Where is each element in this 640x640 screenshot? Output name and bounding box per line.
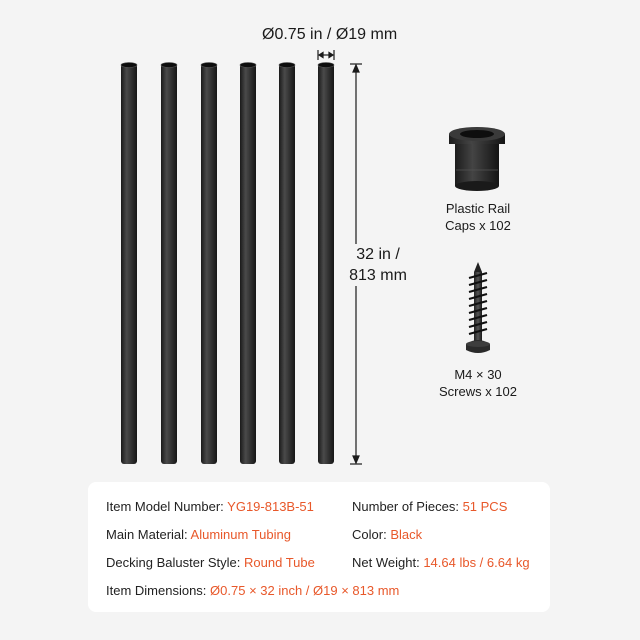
caps-label — [420, 200, 536, 234]
screws-label — [420, 366, 536, 400]
baluster-tubes — [121, 63, 334, 465]
spec-style-value: Round Tube — [244, 555, 315, 570]
baluster-tube — [318, 63, 334, 465]
spec-material-value: Aluminum Tubing — [190, 527, 291, 542]
baluster-tube — [201, 63, 217, 465]
screws-label-line2: Screws x 102 — [438, 384, 518, 399]
spec-style — [106, 555, 315, 570]
spec-model — [106, 499, 314, 514]
length-label-line1: 32 in / — [356, 246, 400, 263]
spec-weight — [352, 555, 530, 570]
spec-model-label: Item Model Number: — [106, 499, 224, 514]
spec-color-value: Black — [390, 527, 423, 542]
spec-color-label: Color: — [352, 527, 387, 542]
spec-pieces — [352, 499, 507, 514]
spec-dimensions-value: Ø0.75 × 32 inch / Ø19 × 813 mm — [210, 583, 400, 598]
baluster-tube — [121, 63, 137, 465]
spec-dimensions — [106, 583, 399, 598]
spec-weight-label: Net Weight: — [352, 555, 420, 570]
screw-icon — [466, 262, 490, 353]
spec-dimensions-label: Item Dimensions: — [106, 583, 207, 598]
spec-pieces-value: 51 PCS — [462, 499, 508, 514]
spec-pieces-label: Number of Pieces: — [352, 499, 459, 514]
spec-panel — [88, 482, 550, 612]
spec-material — [106, 527, 291, 542]
screws-label-line1: M4 × 30 — [454, 367, 502, 382]
spec-weight-value: 14.64 lbs / 6.64 kg — [423, 555, 530, 570]
rail-cap-icon — [449, 127, 505, 191]
baluster-tube — [161, 63, 177, 465]
baluster-tube — [279, 63, 295, 465]
length-label — [338, 244, 418, 286]
spec-style-label: Decking Baluster Style: — [106, 555, 241, 570]
caps-label-line2: Caps x 102 — [445, 218, 511, 233]
spec-color — [352, 527, 422, 542]
length-label-line2: 813 mm — [349, 267, 407, 284]
diameter-label: Ø0.75 in / Ø19 mm — [262, 26, 398, 43]
baluster-tube — [240, 63, 256, 465]
spec-material-label: Main Material: — [106, 527, 188, 542]
spec-model-value: YG19-813B-51 — [227, 499, 314, 514]
caps-label-line1: Plastic Rail — [445, 201, 511, 216]
diameter-marker — [318, 50, 334, 60]
